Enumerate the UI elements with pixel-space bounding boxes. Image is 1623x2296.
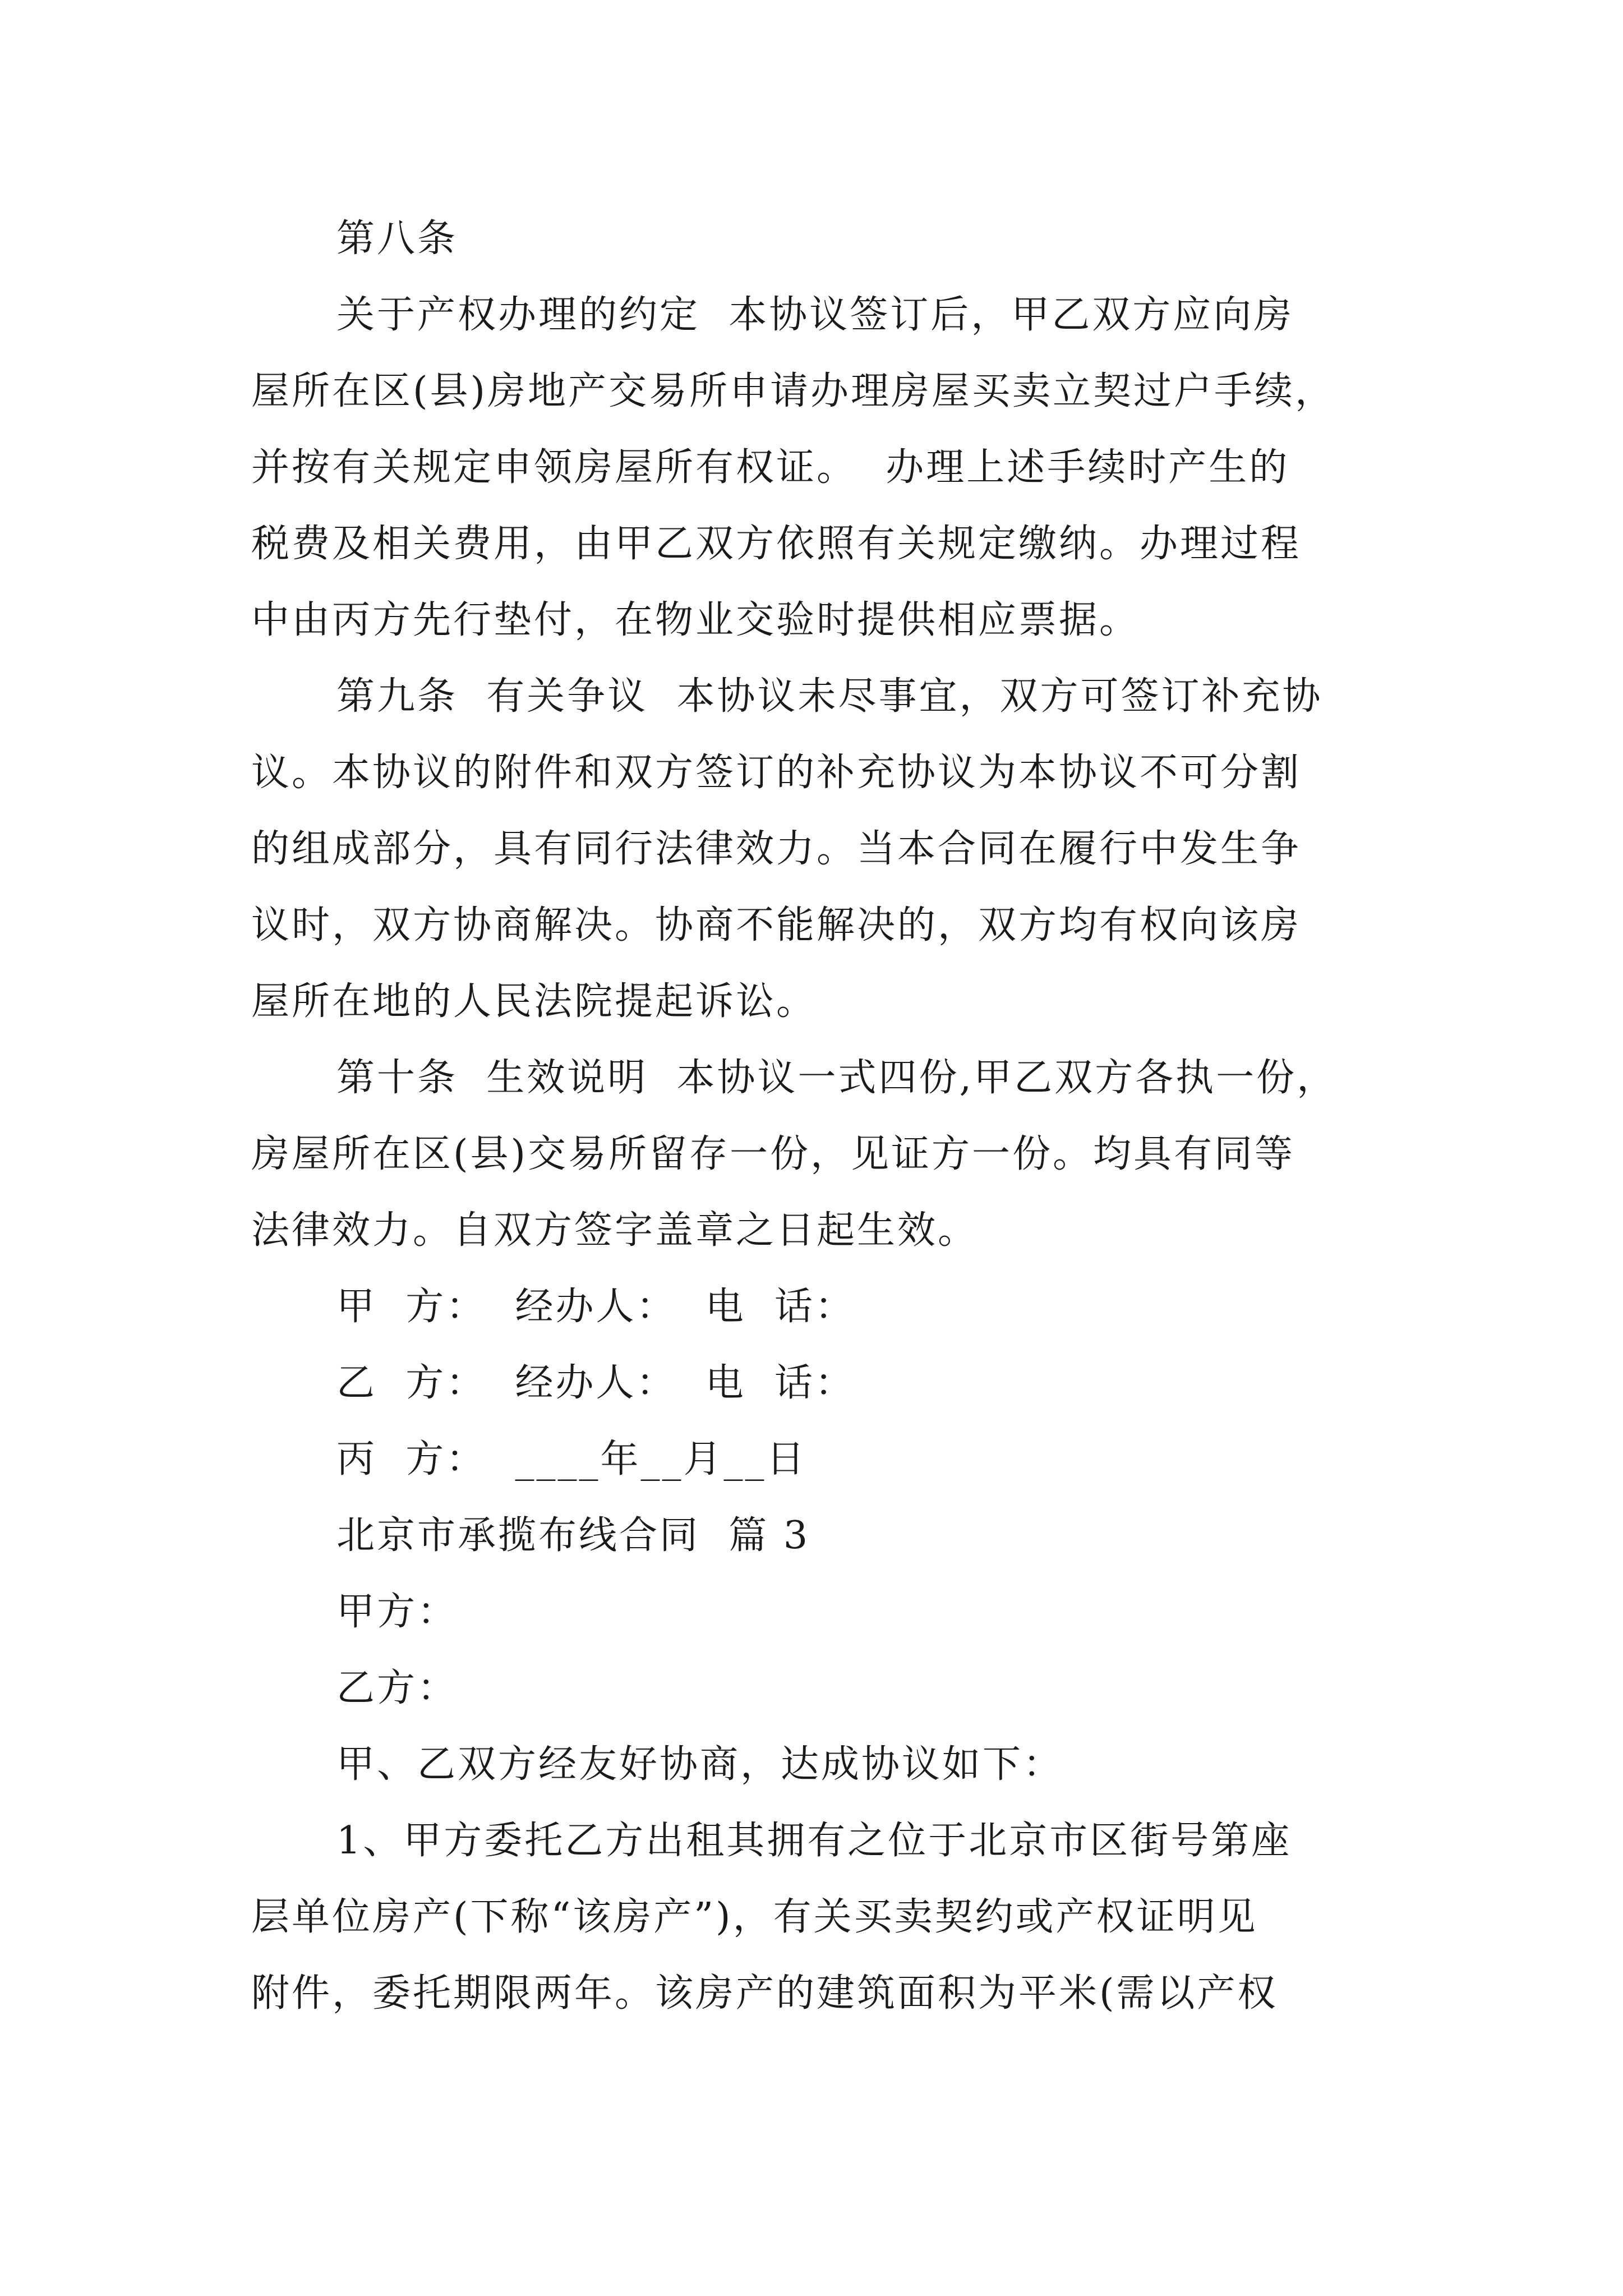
paragraph-line: 层单位房产(下称“该房产”)，有关买卖契约或产权证明见 bbox=[251, 1895, 1258, 1939]
paragraph-line: 议。本协议的附件和双方签订的补充协议为本协议不可分割 bbox=[251, 751, 1302, 795]
paragraph-line: 房屋所在区(县)交易所留存一份，见证方一份。均具有同等 bbox=[251, 1132, 1295, 1176]
clause-1-line: 1、甲方委托乙方出租其拥有之位于北京市区街号第座 bbox=[336, 1819, 1292, 1863]
paragraph-line: 关于产权办理的约定 本协议签订后，甲乙双方应向房 bbox=[336, 293, 1294, 337]
party-b-label: 乙方： bbox=[336, 1666, 458, 1710]
signature-party-a: 甲 方： 经办人： 电 话： bbox=[336, 1285, 855, 1329]
section-title: 北京市承揽布线合同 篇 3 bbox=[336, 1513, 810, 1558]
paragraph-line: 屋所在区(县)房地产交易所申请办理房屋买卖立契过户手续， bbox=[251, 369, 1336, 413]
agreement-intro: 甲、乙双方经友好协商，达成协议如下： bbox=[336, 1742, 1064, 1787]
party-a-label: 甲方： bbox=[336, 1590, 458, 1634]
paragraph-line: 并按有关规定申领房屋所有权证。 办理上述手续时产生的 bbox=[251, 445, 1290, 490]
paragraph-line: 中由丙方先行垫付，在物业交验时提供相应票据。 bbox=[251, 598, 1140, 642]
article-9-line: 第九条 有关争议 本协议未尽事宜，双方可签订补充协 bbox=[336, 674, 1323, 719]
paragraph-line: 附件，委托期限两年。该房产的建筑面积为平米(需以产权 bbox=[251, 1971, 1278, 2016]
paragraph-line: 法律效力。自双方签字盖章之日起生效。 bbox=[251, 1208, 979, 1253]
article-10-line: 第十条 生效说明 本协议一式四份,甲乙双方各执一份， bbox=[336, 1056, 1338, 1100]
paragraph-line: 屋所在地的人民法院提起诉讼。 bbox=[251, 979, 817, 1024]
paragraph-line: 议时，双方协商解决。协商不能解决的，双方均有权向该房 bbox=[251, 903, 1302, 947]
paragraph-line: 税费及相关费用，由甲乙双方依照有关规定缴纳。办理过程 bbox=[251, 522, 1302, 566]
paragraph-line: 的组成部分，具有同行法律效力。当本合同在履行中发生争 bbox=[251, 827, 1302, 871]
signature-party-b: 乙 方： 经办人： 电 话： bbox=[336, 1361, 855, 1405]
article-8-heading: 第八条 bbox=[336, 217, 458, 261]
signature-party-c-date: 丙 方： ____年__月__日 bbox=[336, 1437, 807, 1481]
